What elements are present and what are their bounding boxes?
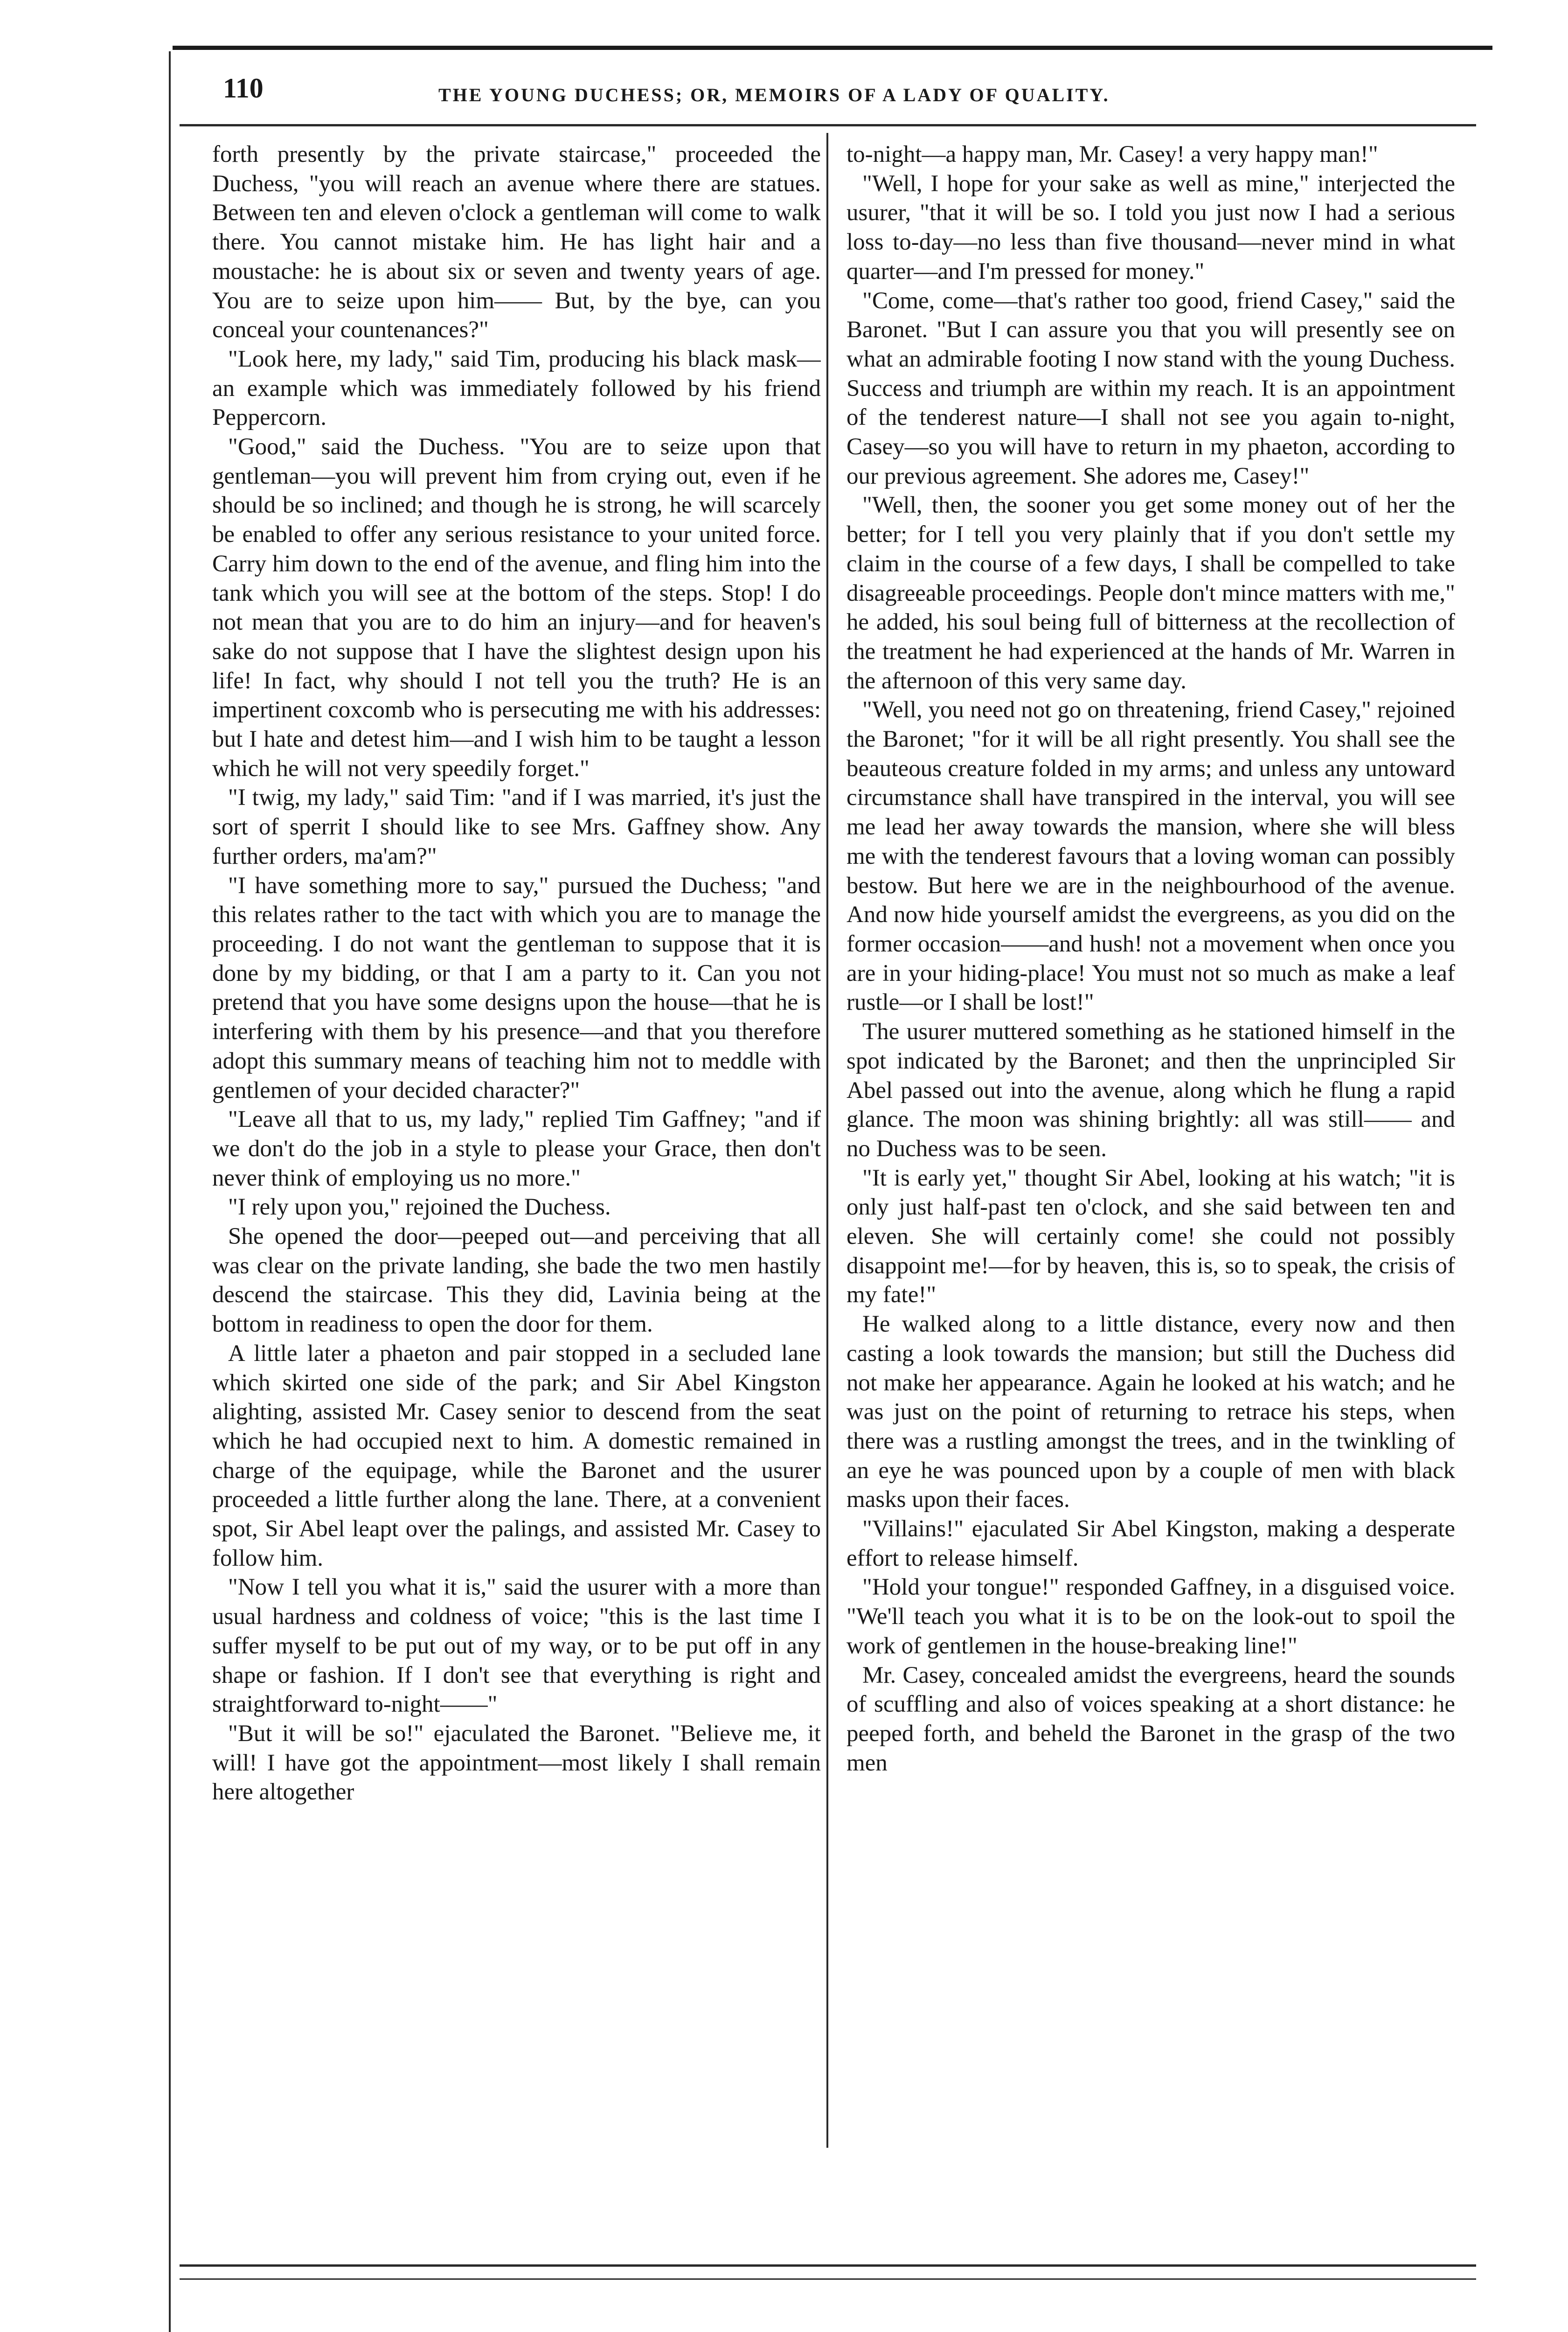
paragraph: "I twig, my lady," said Tim: "and if I was married, it's just the sort of sperrit I should like to see Mrs. Gaffney show. Any further orders, ma'am?" bbox=[212, 784, 821, 869]
page-number: 110 bbox=[223, 73, 264, 104]
paragraph: Mr. Casey, concealed amidst the evergreens, heard the sounds of scuffling and also of voices speaking at a short distance: he peeped forth, and beheld the Baronet in the grasp of the two men bbox=[846, 1662, 1455, 1776]
header-rule bbox=[180, 124, 1476, 126]
paragraph: The usurer muttered something as he stationed himself in the spot indicated by the Baronet; and then the unprincipled Sir Abel passed out into the avenue, along which he flung a rapid glance. The moon was shining brightly: all was still—— and no Duchess was to be seen. bbox=[846, 1019, 1455, 1162]
paragraph: "Well, I hope for your sake as well as mine," interjected the usurer, "that it will be so. I told you just now I had a serious loss to-day—no less than five thousand—never mind in what quarter—and I'm pressed for money." bbox=[846, 170, 1455, 285]
paragraph: "Come, come—that's rather too good, friend Casey," said the Baronet. "But I can assure you that you will presently see on what an admirable footing I now stand with the young Duchess. Success and triumph are within my reach. It is an appointment of the tenderest nature—I shall not see you again to-night, Casey—so you will have to return in my phaeton, according to our previous agreement. She adores me, Casey!" bbox=[846, 287, 1455, 489]
paragraph: "Leave all that to us, my lady," replied Tim Gaffney; "and if we don't do the job in a style to please your Grace, then don't never think of employing us no more." bbox=[212, 1106, 821, 1191]
paragraph: forth presently by the private staircase," proceeded the Duchess, "you will reach an avenue where there are statues. Between ten and eleven o'clock a gentleman will come to walk there. You cannot mistake him. He has light hair and a moustache: he is about six or seven and twenty years of age. You are to seize upon him—— But, by the bye, can you conceal your countenances?" bbox=[212, 141, 821, 343]
paragraph: He walked along to a little distance, every now and then casting a look towards the mansion; but still the Duchess did not make her appearance. Again he looked at his watch; and he was just on the point of returning to retrace his steps, when there was a rustling amongst the trees, and in the twinkling of an eye he was pounced upon by a couple of men with black masks upon their faces. bbox=[846, 1311, 1455, 1513]
top-rule bbox=[173, 46, 1492, 50]
paragraph: to-night—a happy man, Mr. Casey! a very happy man!" bbox=[846, 141, 1378, 167]
paragraph: "Good," said the Duchess. "You are to seize upon that gentleman—you will prevent him from crying out, even if he should be so inclined; and though he is strong, he will scarcely be enabled to offer any serious resistance to your united force. Carry him down to the end of the avenue, and fling him into the tank which you will see at the bottom of the steps. Stop! I do not mean that you are to do him an injury—and for heaven's sake do not suppose that I have the slightest design upon his life! In fact, why should I not tell you the truth? He is an impertinent coxcomb who is persecuting me with his addresses: but I hate and detest him—and I wish him to be taught a lesson which he will not very speedily forget." bbox=[212, 434, 821, 782]
left-column bbox=[212, 140, 821, 2243]
paragraph: "I have something more to say," pursued the Duchess; "and this relates rather to the tact with which you are to manage the proceeding. I do not want the gentleman to suppose that it is done by my bidding, or that I am a party to it. Can you not pretend that you have some designs upon the house—that he is interfering with them by his presence—and that you therefore adopt this summary means of teaching him not to meddle with gentlemen of your decided character?" bbox=[212, 872, 821, 1104]
paragraph: "Well, you need not go on threatening, friend Casey," rejoined the Baronet; "for it will be all right presently. You shall see the beauteous creature folded in my arms; and unless any untoward circumstance shall have transpired in the interval, you will see me lead her away towards the mansion, where she will bless me with the tenderest favours that a loving woman can possibly bestow. But here we are in the neighbourhood of the avenue. And now hide yourself amidst the evergreens, as you did on the former occasion——and hush! not a movement when once you are in your hiding-place! You must not so much as make a leaf rustle—or I shall be lost!" bbox=[846, 697, 1455, 1016]
paragraph: "But it will be so!" ejaculated the Baronet. "Believe me, it will! I have got the appointment—most likely I shall remain here altogether bbox=[212, 1720, 821, 1805]
left-border-rule bbox=[169, 51, 171, 2332]
paragraph: "Well, then, the sooner you get some money out of her the better; for I tell you very plainly that if you don't settle my claim in the course of a few days, I shall be compelled to take disagreeable proceedings. People don't mince matters with me," he added, his soul being full of bitterness at the recollection of the treatment he had experienced at the hands of Mr. Warren in the afternoon of this very same day. bbox=[846, 492, 1455, 694]
paragraph: She opened the door—peeped out—and perceiving that all was clear on the private landing, she bade the two men hastily descend the staircase. This they did, Lavinia being at the bottom in readiness to open the door for them. bbox=[212, 1223, 821, 1338]
paragraph: "Hold your tongue!" responded Gaffney, in a disguised voice. "We'll teach you what it is to be on the look-out to spoil the work of gentlemen in the house-breaking line!" bbox=[846, 1574, 1455, 1659]
paragraph: "Look here, my lady," said Tim, producing his black mask—an example which was immediately followed by his friend Peppercorn. bbox=[212, 346, 821, 431]
paragraph: "It is early yet," thought Sir Abel, looking at his watch; "it is only just half-past ten o'clock, and she said between ten and eleven. She will certainly come! she could not possibly disappoint me!—for by heaven, this is, so to speak, the crisis of my fate!" bbox=[846, 1165, 1455, 1308]
paragraph: "Now I tell you what it is," said the usurer with a more than usual hardness and coldness of voice; "this is the last time I suffer myself to be put out of my way, or to be put off in any shape or fashion. If I don't see that everything is right and straightforward to-night——" bbox=[212, 1574, 821, 1718]
bottom-rule bbox=[180, 2264, 1476, 2267]
paragraph: "I rely upon you," rejoined the Duchess. bbox=[228, 1194, 611, 1221]
running-title: THE YOUNG DUCHESS; OR, MEMOIRS OF A LADY OF QUALITY. bbox=[438, 84, 1110, 105]
paragraph: "Villains!" ejaculated Sir Abel Kingston, making a desperate effort to release himself. bbox=[846, 1516, 1455, 1571]
paragraph: A little later a phaeton and pair stopped in a secluded lane which skirted one side of the park; and Sir Abel Kingston alighting, assisted Mr. Casey senior to descend from the seat which he had occupied next to him. A domestic remained in charge of the equipage, while the Baronet and the usurer proceeded a little further along the lane. There, at a convenient spot, Sir Abel leapt over the palings, and assisted Mr. Casey to follow him. bbox=[212, 1340, 821, 1571]
right-column bbox=[846, 140, 1455, 2243]
column-divider bbox=[826, 133, 828, 2148]
bottom-rule-thin bbox=[180, 2278, 1476, 2280]
